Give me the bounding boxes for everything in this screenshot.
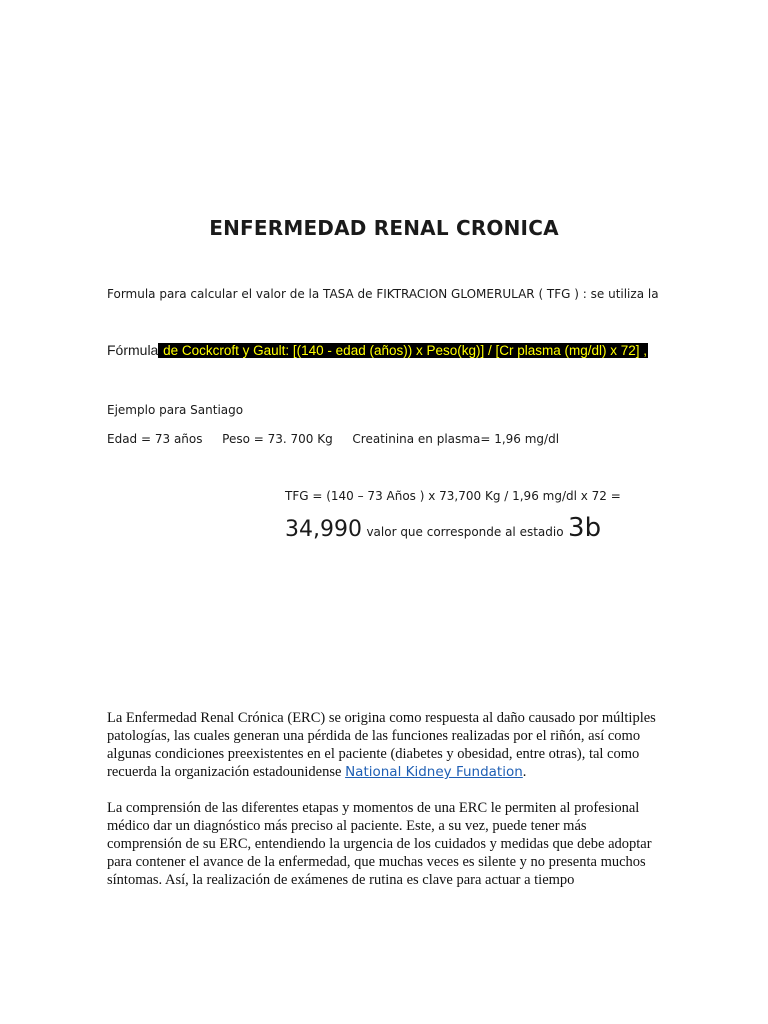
- tfg-expression: TFG = (140 – 73 Años ) x 73,700 Kg / 1,96 mg/dl x 72 =: [285, 489, 621, 503]
- formula-label: Fórmula: [107, 342, 159, 358]
- tfg-result: 34,990: [285, 517, 362, 542]
- document-title: ENFERMEDAD RENAL CRONICA: [209, 216, 559, 240]
- paragraph-erc-tail: .: [522, 764, 527, 780]
- tfg-stage: 3b: [568, 513, 602, 543]
- tfg-result-text: valor que corresponde al estadio: [366, 525, 564, 539]
- edad-value: Edad = 73 años: [107, 432, 203, 446]
- national-kidney-link[interactable]: National Kidney Fundation: [345, 764, 523, 780]
- example-heading: Ejemplo para Santiago: [107, 403, 244, 417]
- paragraph-erc: [107, 709, 663, 781]
- peso-value: Peso = 73. 700 Kg: [222, 432, 333, 446]
- formula-highlight: de Cockcroft y Gault: [(140 - edad (años)) x Peso(kg)] / [Cr plasma (mg/dl) x 72] ,: [159, 343, 648, 358]
- tfg-result-line: [285, 513, 601, 543]
- formula-line: [107, 342, 648, 358]
- creatinina-value: Creatinina en plasma= 1,96 mg/dl: [352, 432, 560, 446]
- paragraph-erc-text: La Enfermedad Renal Crónica (ERC) se origina como respuesta al daño causado por múltiples patologías, las cuales generan una pérdida de las funciones realizadas por el riñón, así como algunas condiciones preexistentes en el paciente (diabetes y obesidad, entre otras), tal como recuerda la organización estadounidense: [107, 710, 656, 780]
- intro-line: Formula para calcular el valor de la TASA de FIKTRACION GLOMERULAR ( TFG ) : se utiliza la: [107, 287, 659, 301]
- paragraph-comprension: La comprensión de las diferentes etapas y momentos de una ERC le permiten al profesional médico dar un diagnóstico más preciso al paciente. Este, a su vez, puede tener más comprensión de su ERC, entendiendo la urgencia de los cuidados y medidas que debe adoptar para contener el avance de la enfermedad, que muchas veces es silente y no presenta muchos síntomas. Así, la realización de exámenes de rutina es clave para actuar a tiempo: [107, 800, 652, 888]
- example-values: [107, 432, 559, 446]
